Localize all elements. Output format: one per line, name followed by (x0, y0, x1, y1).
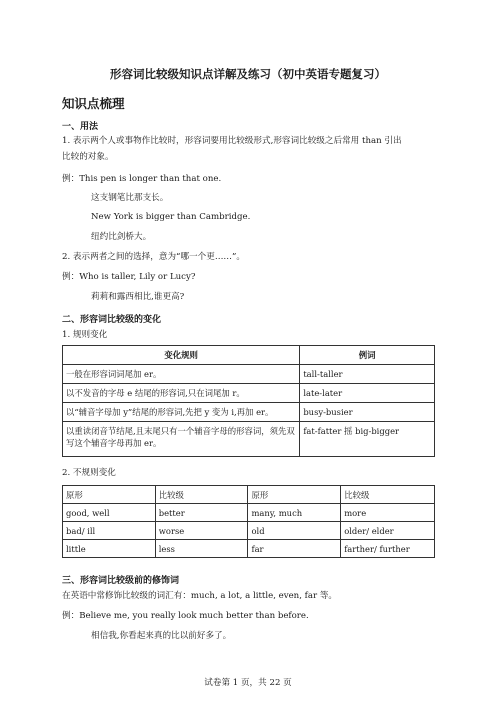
table-row (63, 422, 435, 457)
table-cell: better (155, 504, 248, 522)
table-cell: bad/ ill (63, 522, 156, 540)
table-cell: more (341, 504, 435, 522)
table-cell: far (248, 540, 341, 558)
table-cell: 原形 (248, 486, 341, 504)
usage-para-2: 2. 表示两者之间的选择，意为“哪一个更……”。 (62, 252, 245, 262)
table-cell: less (155, 540, 248, 558)
example-3-translation: 莉莉和露西相比,谁更高? (91, 292, 185, 302)
modifiers-para: 在英语中常修饰比较级的词汇有：much, a lot, a little, even, far 等。 (62, 591, 338, 601)
irregular-changes-table (62, 485, 435, 558)
example-1: 例：This pen is longer than that one. (62, 174, 222, 184)
table-cell: busy-busier (300, 403, 435, 422)
table-row (63, 365, 435, 384)
regular-changes-table (62, 345, 435, 457)
section-modifiers-title: 三、形容词比较级前的修饰词 (62, 576, 180, 586)
table-cell: many, much (248, 504, 341, 522)
table-cell: 原形 (63, 486, 156, 504)
table-cell: good, well (63, 504, 156, 522)
table-cell: little (63, 540, 156, 558)
example-2-translation: 纽约比剑桥大。 (91, 232, 152, 242)
example-3: 例：Who is taller, Lily or Lucy? (62, 272, 196, 282)
regular-changes-subtitle: 1. 规则变化 (62, 330, 108, 340)
table-cell: 以“辅音字母加 y”结尾的形容词,先把 y 变为 i,再加 er。 (63, 403, 300, 422)
section-changes-title: 二、形容词比较级的变化 (62, 315, 162, 325)
table-cell: farther/ further (341, 540, 435, 558)
table-row (63, 504, 435, 522)
usage-para-1-line-1: 1. 表示两个人或事物作比较时，形容词要用比较级形式,形容词比较级之后常用 than 引出 (62, 136, 402, 146)
table-cell: older/ elder (341, 522, 435, 540)
table-cell: 比较级 (341, 486, 435, 504)
section-heading-knowledge: 知识点梳理 (62, 96, 125, 111)
usage-para-1-line-2: 比较的对象。 (62, 152, 114, 162)
table-cell: late-later (300, 384, 435, 403)
example-2: New York is bigger than Cambridge. (91, 212, 251, 222)
example-1-translation: 这支钢笔比那支长。 (91, 193, 169, 203)
table-cell: old (248, 522, 341, 540)
table-header: 变化规则 (63, 346, 300, 365)
page-footer: 试卷第 1 页，共 22 页 (204, 678, 292, 688)
table-header: 例词 (300, 346, 435, 365)
table-header-row (63, 346, 435, 365)
table-cell: 比较级 (155, 486, 248, 504)
table-row (63, 522, 435, 540)
table-cell: tall-taller (300, 365, 435, 384)
section-usage-title: 一、用法 (62, 122, 99, 132)
table-cell: 一般在形容词词尾加 er。 (63, 365, 300, 384)
table-row (63, 403, 435, 422)
modifiers-example-translation: 相信我,你看起来真的比以前好多了。 (91, 631, 232, 641)
table-row (63, 486, 435, 504)
table-cell: 以不发音的字母 e 结尾的形容词,只在词尾加 r。 (63, 384, 300, 403)
table-row (63, 540, 435, 558)
table-cell: worse (155, 522, 248, 540)
document-title: 形容词比较级知识点详解及练习（初中英语专题复习） (110, 67, 386, 81)
table-cell: fat-fatter 摇 big-bigger (300, 422, 435, 457)
modifiers-example: 例：Believe me, you really look much better than before. (62, 611, 309, 621)
irregular-changes-subtitle: 2. 不规则变化 (62, 468, 116, 478)
table-row (63, 384, 435, 403)
table-cell: 以重读闭音节结尾,且末尾只有一个辅音字母的形容词，须先双写这个辅音字母再加 er。 (63, 422, 300, 457)
